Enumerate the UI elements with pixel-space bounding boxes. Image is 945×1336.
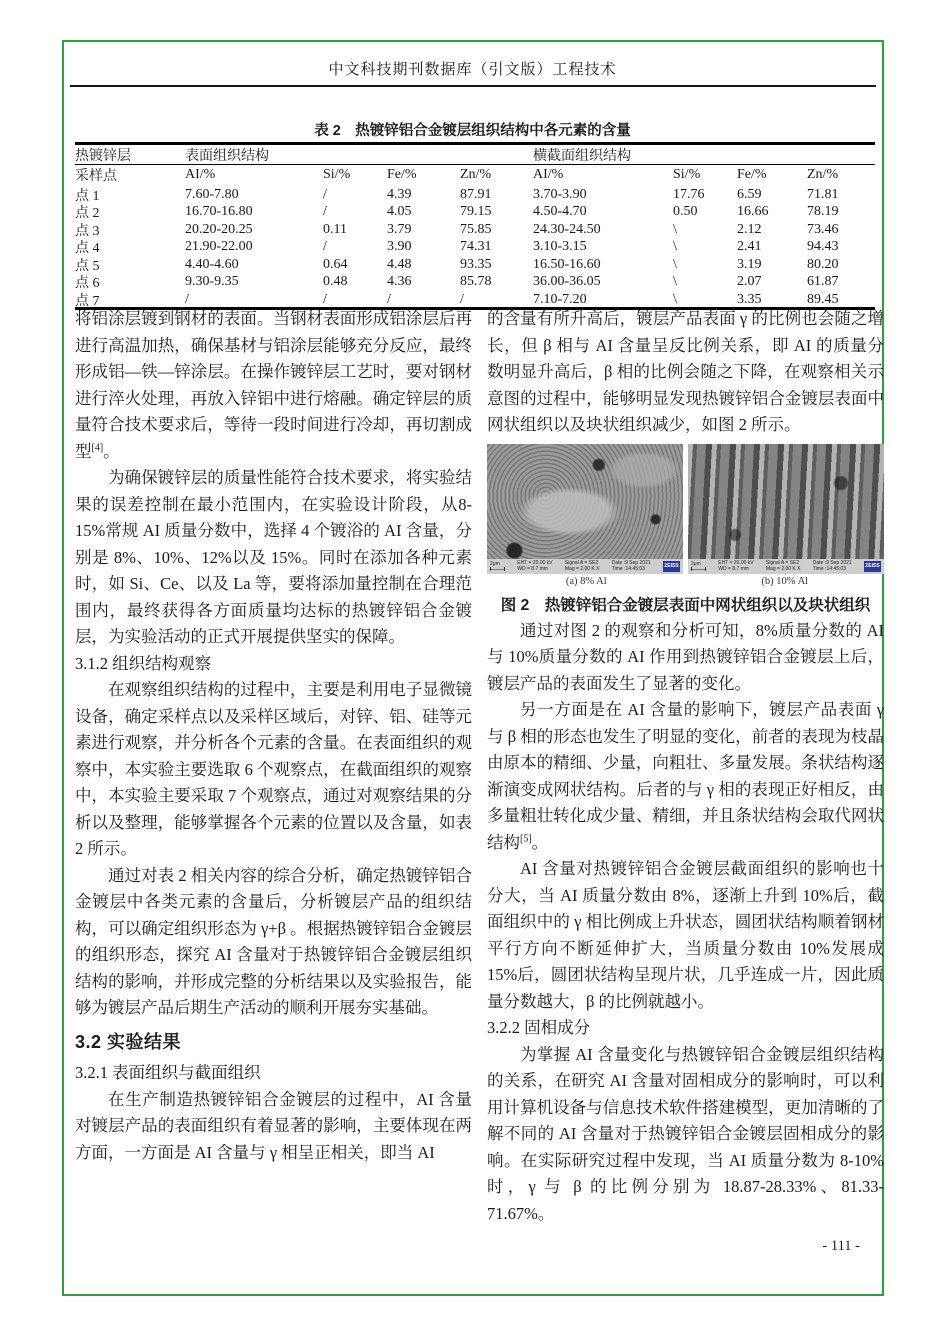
- table-cell: 3.10-3.15: [533, 239, 587, 254]
- table-row: [75, 185, 875, 203]
- table-cell: 87.91: [460, 186, 492, 202]
- figure-subcaptions: [487, 574, 884, 591]
- table-row: [75, 255, 875, 273]
- table-cell: 93.35: [460, 256, 492, 272]
- sem-meta-col: Signal A = SE2 Mag = 2.00 K X: [765, 560, 801, 572]
- table-cell: 61.87: [807, 274, 839, 289]
- table-cell: /: [185, 291, 189, 307]
- table-body: [75, 185, 875, 308]
- table-cell: 24.30-24.50: [533, 221, 601, 237]
- table-header-row: [75, 165, 875, 185]
- paragraph: 为确保镀锌层的质量性能符合技术要求，将实验结果的误差控制在最小范围内，在实验设计阶段，从8-15%常规 AI 质量分数中，选择 4 个镀浴的 AI 含量，分别是 8%、10%、12%以及 15%。同时在添加各种元素时，如 Si、Ce、以及 La 等，要将添加量控制在合理范围内，最终获得各方面质量均达标的热镀锌铝合金镀层，为实验活动的正式开展提供坚实的保障。: [75, 468, 472, 646]
- sem-meta-col: Signal A = SE2 Mag = 2.00 K X: [564, 560, 600, 572]
- table-cell: \: [673, 291, 677, 307]
- table-cell: 74.31: [460, 239, 492, 254]
- table-cell: 78.19: [807, 204, 839, 219]
- table-group-header: 横截面组织结构: [533, 148, 631, 164]
- right-column: [487, 306, 884, 1227]
- left-column: [75, 306, 472, 1166]
- zeiss-logo: ZEISS: [663, 561, 680, 572]
- figure-caption: 图 2 热镀锌铝合金镀层表面中网状组织以及块状组织: [500, 596, 871, 614]
- sem-meta-col: EHT = 20.00 kV WD = 8.7 mm: [517, 560, 553, 572]
- figure-2: [487, 444, 884, 618]
- table-cell: 36.00-36.05: [533, 274, 601, 289]
- table-cell: /: [323, 204, 327, 219]
- table-cell: 3.79: [387, 221, 412, 237]
- table-cell: 2.07: [737, 274, 762, 289]
- paragraph: AI 含量对热镀锌铝合金镀层截面组织的影响也十分大，当 AI 质量分数由 8%，逐渐上升到 10%后，截面组织中的 γ 相比例成上升状态，圆团状结构顺着钢材平行方向不断延伸扩大，当质量分数由 10%发展成 15%后，圆团状结构呈现片状，几乎连成一片，因此质量分数越大，β 的比例就越小。: [487, 859, 884, 1011]
- sem-meta-col: Date :9 Sep 2021 Time :14:45:03: [611, 560, 651, 572]
- table-group-header-row: [75, 145, 875, 164]
- table-row: [75, 237, 875, 255]
- citation-superscript: [4]: [91, 442, 104, 453]
- table-cell: 点 2: [75, 206, 100, 221]
- table-cell: \: [673, 274, 677, 289]
- table-cell: 点 7: [75, 293, 100, 309]
- table-cell: 点 6: [75, 276, 100, 291]
- table-cell: 4.39: [387, 186, 412, 202]
- table-cell: 16.70-16.80: [185, 204, 253, 219]
- table-group-header: 表面组织结构: [185, 148, 269, 164]
- table-cell: /: [323, 186, 327, 202]
- table-row: [75, 272, 875, 290]
- table-column-header: Si/%: [323, 166, 351, 182]
- section-heading: 3.2.2 固相成分: [487, 1018, 591, 1037]
- table-cell: 89.45: [807, 291, 839, 307]
- table-cell: 2.41: [737, 239, 762, 254]
- sem-scale-line: [490, 567, 505, 571]
- table-cell: /: [323, 239, 327, 254]
- section-heading: 3.2.1 表面组织与截面组织: [75, 1063, 261, 1082]
- table-cell: \: [673, 256, 677, 272]
- table-cell: 16.50-16.60: [533, 256, 601, 272]
- sem-image-8pct-al: [487, 444, 683, 574]
- table-column-header: 采样点: [75, 168, 117, 184]
- sem-metadata-bar: [487, 559, 683, 574]
- table-cell: 4.05: [387, 204, 412, 219]
- table-row: [75, 290, 875, 308]
- table-cell: 点 1: [75, 188, 100, 204]
- paragraph: 为掌握 AI 含量变化与热镀锌铝合金镀层组织结构的关系，在研究 AI 含量对固相成分的影响时，可以利用计算机设备与信息技术软件搭建模型，更加清晰的了解不同的 AI 含量对于热镀锌铝合金镀层固相成分的影响。在实际研究过程中发现，当 AI 质量分数为 8-10%时，γ 与 β 的比例分别为 18.87-28.33%、81.33-71.67%。: [487, 1044, 884, 1223]
- table-cell: 6.59: [737, 186, 762, 202]
- section-heading: 3.1.2 组织结构观察: [75, 653, 212, 673]
- page-number: - 111 -: [822, 1238, 860, 1254]
- table-cell: 0.64: [323, 256, 348, 272]
- table-cell: /: [460, 291, 464, 307]
- sem-image-10pct-al: [688, 444, 884, 574]
- paragraph: 将铝涂层镀到钢材的表面。当钢材表面形成铝涂层后再进行高温加热，确保基材与铝涂层能够充分反应，最终形成铝—铁—锌涂层。在操作镀锌层工艺时，要对钢材进行淬火处理，再放入锌铝中进行熔融。确定锌层的质量符合技术要求后，等待一段时间进行冷却，再切割成型[4]。: [75, 309, 472, 461]
- journal-header: 中文科技期刊数据库（引文版）工程技术: [328, 62, 617, 78]
- sem-scale-line: [691, 567, 706, 571]
- table-cell: \: [673, 221, 677, 237]
- table-cell: 7.60-7.80: [185, 186, 239, 202]
- table-row: [75, 202, 875, 220]
- header-rule: [70, 85, 876, 87]
- table-cell: 0.50: [673, 204, 698, 219]
- table-cell: 2.12: [737, 221, 762, 237]
- section-heading: 3.2 实验结果: [75, 1031, 182, 1052]
- table-cell: 3.19: [737, 256, 762, 272]
- table-cell: 点 5: [75, 258, 100, 274]
- sem-scale-label: 2μm: [490, 561, 500, 567]
- sem-scale-bar: [490, 561, 505, 571]
- paragraph: 在观察组织结构的过程中，主要是利用电子显微镜设备，确定采样点以及采样区域后，对锌、铝、硅等元素进行观察，并分析各个元素的含量。在表面组织的观察中，本实验主要选取 6 个观察点，在截面组织的观察中，本实验主要采取 7 个观察点，通过对观察结果的分析以及整理，能够掌握各个元素的位置以及含量，如表 2 所示。: [75, 680, 472, 858]
- table-cell: 80.20: [807, 256, 839, 272]
- table-column-header: Zn/%: [807, 166, 839, 182]
- table-cell: \: [673, 239, 677, 254]
- table-group-header: 热镀锌层: [75, 148, 131, 164]
- table-cell: 9.30-9.35: [185, 274, 239, 289]
- table-column-header: Fe/%: [387, 166, 417, 182]
- table-column-header: Zn/%: [460, 166, 492, 182]
- table-cell: 4.40-4.60: [185, 256, 239, 272]
- table-row: [75, 220, 875, 238]
- paragraph: 在生产制造热镀锌铝合金镀层的过程中，AI 含量对镀层产品的表面组织有着显著的影响，主要体现在两方面，一方面是 AI 含量与 γ 相呈正相关，即当 AI: [75, 1089, 472, 1162]
- table-cell: 94.43: [807, 239, 839, 254]
- table-cell: 4.50-4.70: [533, 204, 587, 219]
- table-column-header: AI/%: [185, 166, 216, 182]
- paragraph: 另一方面是在 AI 含量的影响下，镀层产品表面 γ 与 β 相的形态也发生了明显的变化，前者的表现为枝晶由原本的精细、少量，向粗壮、多量发展。条状结构逐渐演变成网状结构。后者的与 γ 相的表现正好相反，由多量粗壮转化成少量、精细，并且条状结构会取代网状结构[5]。: [487, 700, 884, 852]
- table-cell: 3.90: [387, 239, 412, 254]
- table-cell: 0.48: [323, 274, 348, 289]
- table-cell: 4.48: [387, 256, 412, 272]
- table-cell: 7.10-7.20: [533, 291, 587, 307]
- subcaption-a: (a) 8% Al: [565, 575, 607, 587]
- table-cell: 点 4: [75, 241, 100, 256]
- table-cell: /: [323, 291, 327, 307]
- table-cell: 79.15: [460, 204, 492, 219]
- paragraph: 通过对图 2 的观察和分析可知，8%质量分数的 AI 与 10%质量分数的 AI 作用到热镀锌铝合金镀层上后，镀层产品的表面发生了显著的变化。: [487, 620, 884, 693]
- table-cell: /: [387, 291, 391, 307]
- table-column-header: Si/%: [673, 166, 701, 182]
- table-cell: 4.36: [387, 274, 412, 289]
- table-cell: 点 3: [75, 223, 100, 239]
- table-cell: 3.35: [737, 291, 762, 307]
- table-cell: 17.76: [673, 186, 705, 202]
- elements-table: [75, 142, 875, 310]
- table-cell: 21.90-22.00: [185, 239, 253, 254]
- paragraph: 的含量有所升高后，镀层产品表面 γ 的比例也会随之增长，但 β 相与 AI 含量呈反比例关系，即 AI 的质量分数明显升高后，β 相的比例会随之下降，在观察相关示意图的过程中，能够明显发现热镀锌铝合金镀层表面中网状组织以及块状组织减少，如图 2 所示。: [487, 309, 884, 434]
- citation-superscript: [5]: [520, 833, 532, 844]
- table-column-header: AI/%: [533, 166, 564, 182]
- paragraph: 通过对表 2 相关内容的综合分析，确定热镀锌铝合金镀层中各类元素的含量后，分析镀层产品的组织结构，可以确定组织形态为 γ+β 。根据热镀锌铝合金镀层的组织形态，探究 AI 含量对于热镀锌铝合金镀层组织结构的影响，并形成完整的分析结果以及实验报告，能够为镀层产品后期生产活动的顺利开展夯实基础。: [75, 865, 472, 1017]
- table-cell: 73.46: [807, 221, 839, 237]
- table-cell: 0.11: [323, 221, 347, 237]
- table-column-header: Fe/%: [737, 166, 767, 182]
- sem-metadata-bar: [688, 559, 884, 574]
- table-cell: 71.81: [807, 186, 839, 202]
- subcaption-b: (b) 10% Al: [761, 575, 809, 587]
- table-cell: 75.85: [460, 221, 492, 237]
- table-cell: 16.66: [737, 204, 769, 219]
- table-cell: 3.70-3.90: [533, 186, 587, 202]
- sem-meta-col: Date :9 Sep 2021 Time :14:45:03: [812, 560, 852, 572]
- sem-scale-bar: [691, 561, 706, 571]
- table-cell: 20.20-20.25: [185, 221, 253, 237]
- table-cell: 85.78: [460, 274, 492, 289]
- figure-images: [487, 444, 884, 574]
- sem-meta-col: EHT = 20.00 kV WD = 8.7 mm: [718, 560, 754, 572]
- sem-scale-label: 2μm: [691, 561, 701, 567]
- table-title: 表 2 热镀锌铝合金镀层组织结构中各元素的含量: [314, 123, 631, 139]
- zeiss-logo: ZEISS: [864, 561, 881, 572]
